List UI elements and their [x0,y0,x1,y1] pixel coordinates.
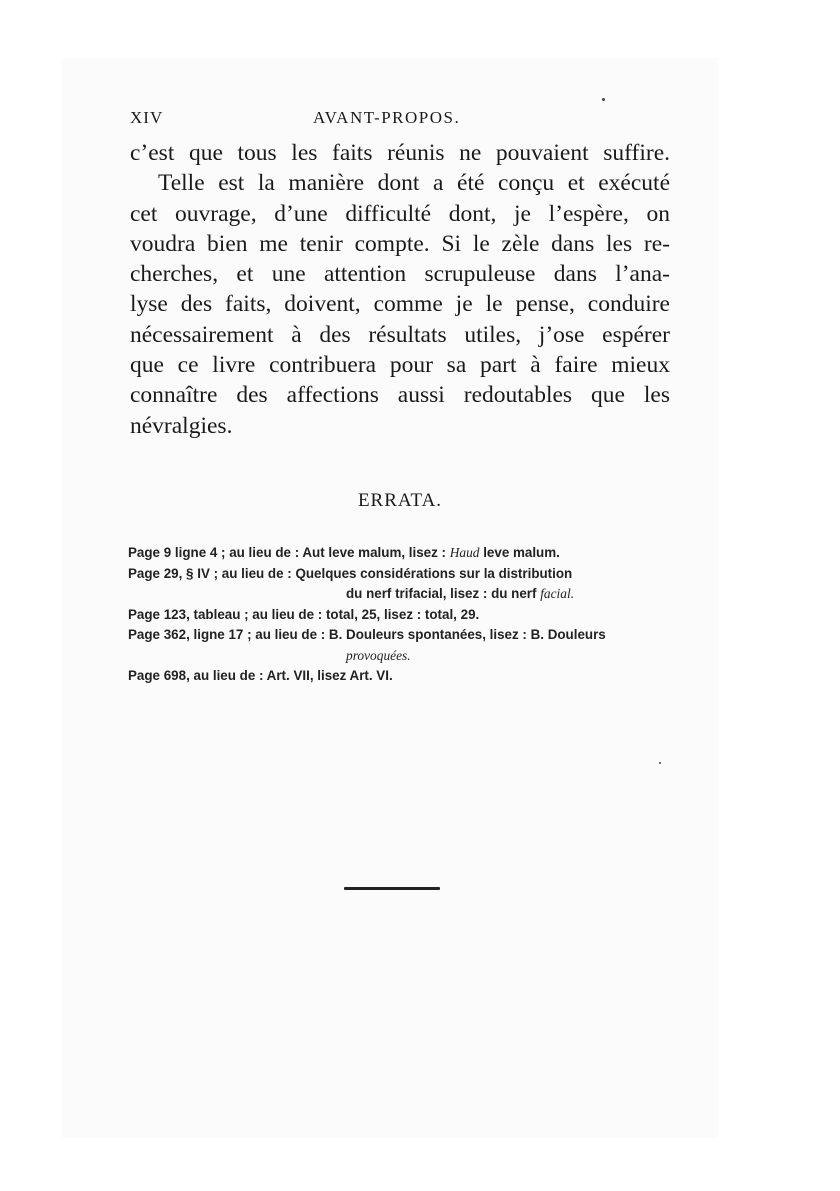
errata-text: Page 698, au lieu de : Art. VII, lisez Art. VI. [128,668,393,683]
errata-italic: provoquées. [346,647,411,663]
ink-speck [602,98,605,101]
body-paragraph [130,138,670,441]
running-title: AVANT-PROPOS. [313,108,461,127]
text-line: névralgies. [130,412,233,439]
errata-entry [128,605,673,626]
text-line: Telle est la manière dont a été conçu et exécuté [158,170,670,197]
errata-list [128,543,673,687]
end-rule [344,887,440,890]
text-line: que ce livre contribuera pour sa part à faire mieux [130,352,670,379]
page-number: XIV [130,108,164,127]
errata-entry-continuation [128,584,673,605]
errata-entry [128,625,673,646]
errata-italic: facial. [540,586,575,601]
errata-entry-continuation [128,646,673,667]
text-line: lyse des faits, doivent, comme je le pense, conduire [130,291,670,318]
errata-text: du nerf trifacial, lisez : du nerf [346,586,541,601]
text-line: c’est que tous les faits réunis ne pouvaient suffire. [130,140,670,166]
errata-entry [128,666,673,687]
text-line: nécessairement à des résultats utiles, j’ose espérer [130,321,670,348]
page-header [130,108,670,132]
errata-heading: ERRATA. [357,490,443,511]
text-line: voudra bien me tenir compte. Si le zèle dans les re- [130,230,670,257]
errata-text: Page 362, ligne 17 ; au lieu de : B. Douleurs spontanées, lisez : B. Douleurs [128,627,606,642]
errata-entry [128,564,673,585]
errata-text: Page 29, § IV ; au lieu de : Quelques considérations sur la distribution [128,565,573,581]
errata-text: leve malum. [479,545,560,560]
ink-speck [659,762,661,764]
errata-entry [128,543,673,564]
errata-text: Page 9 ligne 4 ; au lieu de : Aut leve malum, lisez : [128,545,450,560]
text-line: cherches, et une attention scrupuleuse dans l’ana- [130,261,670,288]
errata-italic: Haud [449,545,480,560]
errata-text: Page 123, tableau ; au lieu de : total, 25, lisez : total, 29. [128,606,480,622]
text-line: connaître des affections aussi redoutables que les [130,382,670,409]
text-line: cet ouvrage, d’une difficulté dont, je l’espère, on [130,200,670,227]
